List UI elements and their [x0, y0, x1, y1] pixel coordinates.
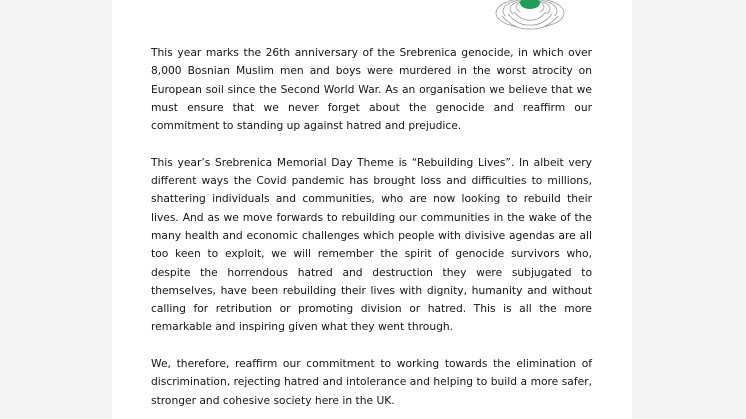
paragraph-theme: This year’s Srebrenica Memorial Day Theme is “Rebuilding Lives”. In albeit very different ways the Covid pandemic has brought loss and difficulties to millions, shattering individuals and communities, who are now looking to rebuild their lives. And as we move forwards to rebuilding our communities in the wake of the many health and economic challenges which people with divisive agendas are all too keen to exploit, we will remember the spirit of genocide survivors who, despite the horrendous hatred and destruction they were subjugated to themselves, have been rebuilding their lives with dignity, humanity and without calling for retribution or promoting division or hatred. This is all the more remarkable and inspiring given what they went through.	[151, 155, 592, 334]
paragraph-anniversary: This year marks the 26th anniversary of the Srebrenica genocide, in which over 8,000 Bosnian Muslim men and boys were murdered in the worst atrocity on European soil since the Second World War. As an organisation we believe that we must ensure that we never forget about the genocide and reaffirm our commitment to standing up against hatred and prejudice.	[151, 46, 592, 133]
letter-body	[151, 44, 592, 419]
paragraph-commitment: We, therefore, reaffirm our commitment to working towards the elimination of discrimination, rejecting hatred and intolerance and helping to build a more safer, stronger and cohesive society here in the UK.	[151, 357, 592, 407]
document-page	[112, 0, 632, 419]
srebrenica-flower-icon	[494, 0, 566, 32]
